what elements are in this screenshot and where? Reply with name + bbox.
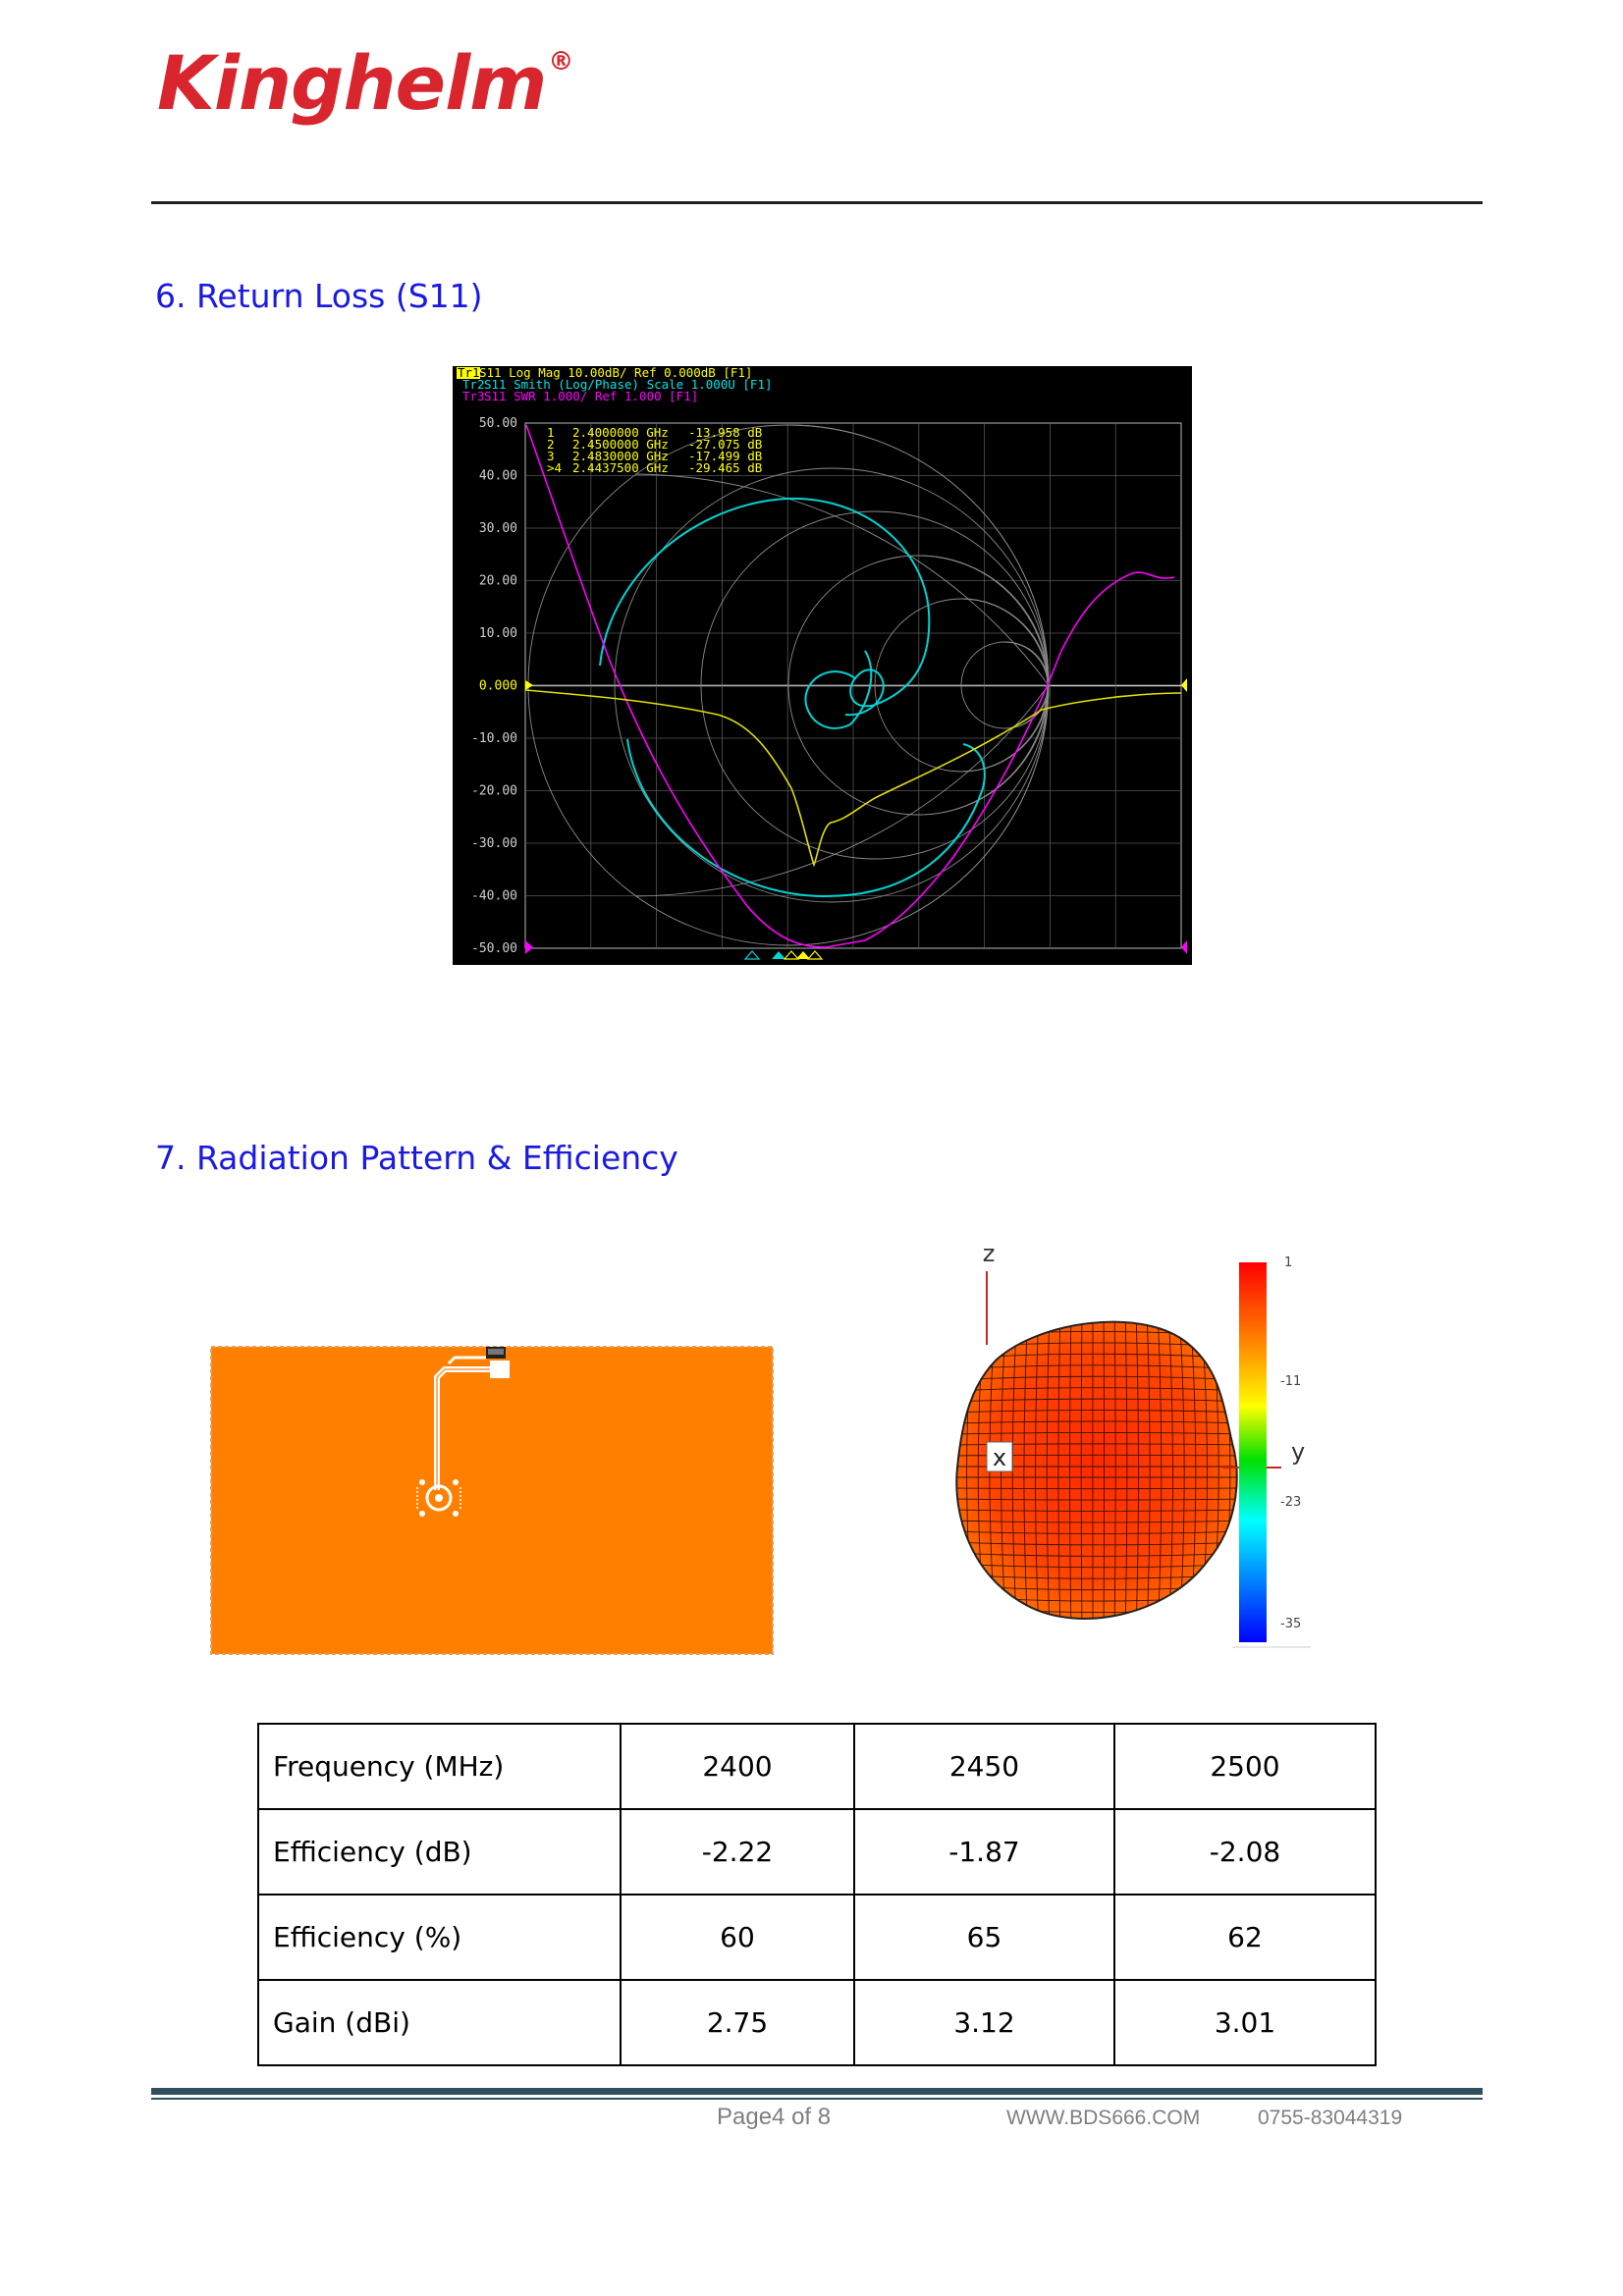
ref-marker-magenta-left: [525, 940, 533, 954]
registered-mark: ®: [548, 46, 573, 77]
table-cell: 62: [1114, 1895, 1376, 1980]
tr3-info: S11 SWR 1.000/ Ref 1.000 [F1]: [484, 389, 699, 403]
ref-marker-yellow-right: [1181, 678, 1187, 692]
website-text: WWW.BDS666.COM: [1006, 2107, 1201, 2129]
grid-lines: [525, 423, 1181, 948]
tr1-info: S11 Log Mag 10.00dB/ Ref 0.000dB [F1]: [479, 366, 753, 380]
logo-text: Kinghelm: [157, 39, 547, 127]
page-number: Page4 of 8: [717, 2104, 832, 2130]
table-row: [258, 1724, 1376, 1809]
footer-divider-thin: [151, 2098, 1483, 2100]
y-tick-label: -40.00: [471, 888, 517, 904]
marker-value: -27.075 dB: [688, 437, 763, 452]
efficiency-table: [257, 1723, 1377, 2066]
ref-marker-yellow-left: [525, 680, 533, 690]
tr2-tag: Tr2: [462, 377, 485, 392]
footer-divider-thick: [151, 2088, 1483, 2095]
table-cell: 2400: [621, 1724, 854, 1809]
color-scale-legend: [1232, 1247, 1340, 1649]
marker-value: -13.958 dB: [688, 425, 763, 440]
vna-plot: [453, 366, 1192, 965]
smith-trace-lower: [627, 739, 985, 896]
y-tick-label: -50.00: [471, 941, 517, 956]
scale-label-2: -11: [1280, 1374, 1302, 1389]
table-cell: 3.01: [1114, 1980, 1376, 2065]
table-cell: -2.22: [621, 1809, 854, 1895]
z-axis-label: z: [982, 1240, 996, 1267]
tr1-tag: Tr1: [458, 366, 480, 380]
y-tick-label: 0.000: [478, 678, 517, 694]
table-row: [258, 1980, 1376, 2065]
marker-readout: [547, 425, 762, 475]
table-cell: 3.12: [854, 1980, 1114, 2065]
marker-freq: 2.4500000 GHz: [572, 437, 669, 452]
table-cell: 2450: [854, 1724, 1114, 1809]
tr3-tag: Tr3: [462, 389, 485, 403]
tr2-info: S11 Smith (Log/Phase) Scale 1.000U [F1]: [484, 377, 773, 392]
row-header: Gain (dBi): [258, 1980, 621, 2065]
row-header: Frequency (MHz): [258, 1724, 621, 1809]
marker-id: 1: [547, 425, 555, 440]
marker-freq: 2.4437500 GHz: [572, 460, 669, 475]
y-tick-label: 50.00: [478, 416, 517, 431]
ref-marker-magenta-right: [1181, 940, 1187, 954]
marker-id: 2: [547, 437, 555, 452]
kinghelm-logo: [157, 39, 572, 127]
marker-id: 3: [547, 449, 555, 463]
y-axis-labels: [471, 416, 517, 956]
y-tick-label: -20.00: [471, 783, 517, 799]
row-header: Efficiency (%): [258, 1895, 621, 1980]
table-cell: -2.08: [1114, 1809, 1376, 1895]
y-tick-label: 40.00: [478, 468, 517, 484]
scale-label-min: -35: [1280, 1617, 1302, 1631]
radiation-title: 7. Radiation Pattern & Efficiency: [155, 1139, 678, 1177]
smith-chart-grid: [528, 425, 1049, 945]
marker-freq: 2.4830000 GHz: [572, 449, 669, 463]
phone-text: 0755-83044319: [1258, 2107, 1403, 2129]
smith-trace-upper: [600, 499, 929, 715]
marker-value: -29.465 dB: [688, 460, 763, 475]
header-divider: [151, 201, 1483, 204]
marker-freq: 2.4000000 GHz: [572, 425, 669, 440]
table-row: [258, 1895, 1376, 1980]
marker-value: -17.499 dB: [688, 449, 763, 463]
table-cell: 60: [621, 1895, 854, 1980]
row-header: Efficiency (dB): [258, 1809, 621, 1895]
scale-label-3: -23: [1280, 1495, 1302, 1510]
pcb-antenna-drawing: [209, 1345, 775, 1656]
y-tick-label: 20.00: [478, 573, 517, 589]
y-tick-label: -10.00: [471, 731, 517, 746]
bottom-marker-indicators: [745, 951, 822, 959]
smith-trace-loop: [805, 651, 871, 728]
table-row: [258, 1809, 1376, 1895]
y-tick-label: 10.00: [478, 626, 517, 641]
y-axis-label: y: [1291, 1438, 1306, 1466]
vna-screenshot: [453, 366, 1192, 965]
table-cell: 2500: [1114, 1724, 1376, 1809]
marker-id: >4: [547, 460, 563, 475]
table-cell: 2.75: [621, 1980, 854, 2065]
table-cell: -1.87: [854, 1809, 1114, 1895]
table-cell: 65: [854, 1895, 1114, 1980]
color-scale-bar: [1239, 1262, 1267, 1642]
y-tick-label: 30.00: [478, 521, 517, 536]
y-tick-label: -30.00: [471, 836, 517, 851]
scale-label-max: 1: [1284, 1255, 1293, 1270]
return-loss-title: 6. Return Loss (S11): [155, 277, 483, 315]
x-axis-label: x: [992, 1444, 1007, 1471]
